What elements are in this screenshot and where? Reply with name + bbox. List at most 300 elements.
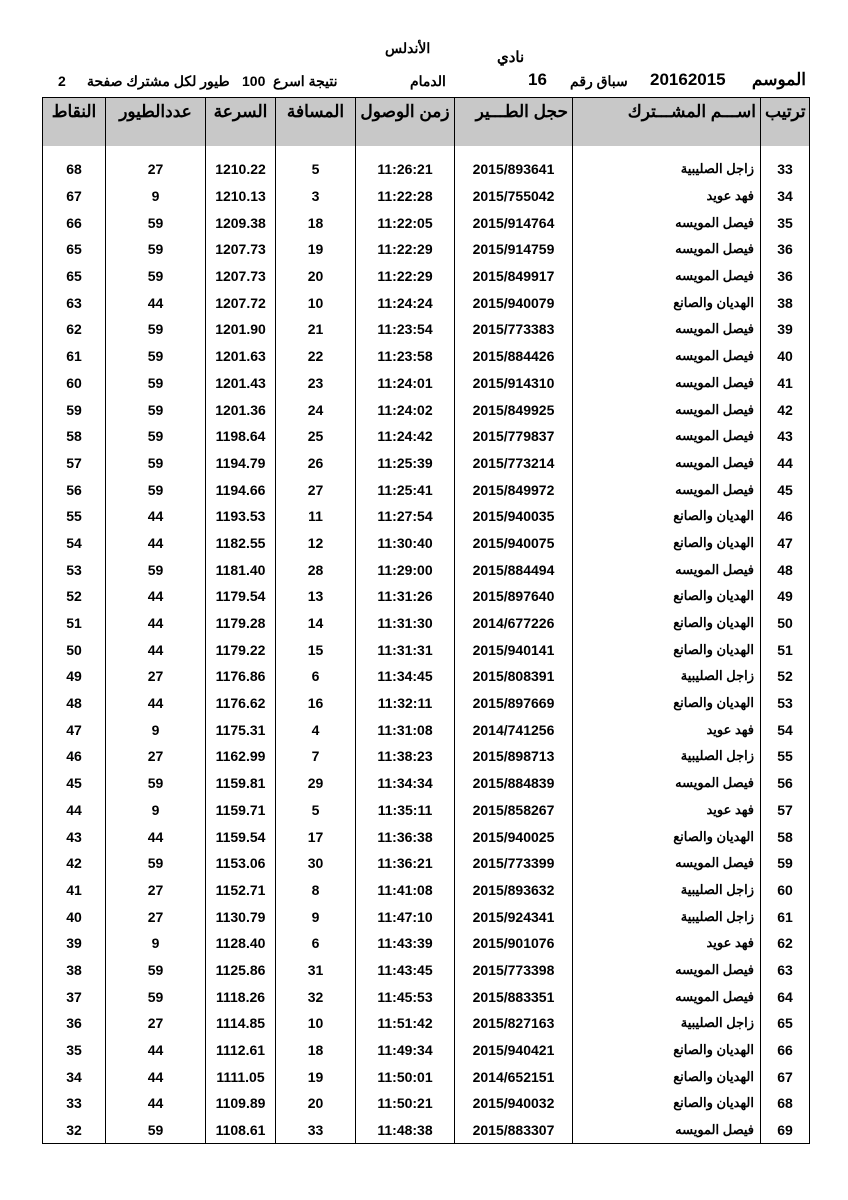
table-row xyxy=(43,236,810,263)
cell-count: 59 xyxy=(106,476,206,503)
cell-count: 59 xyxy=(106,850,206,877)
cell-rank: 69 xyxy=(761,1117,810,1144)
cell-speed: 1207.73 xyxy=(206,263,276,290)
cell-name: الهديان والصانع xyxy=(573,583,761,610)
cell-ring: 2015/849917 xyxy=(455,263,573,290)
cell-ring: 2015/773214 xyxy=(455,450,573,477)
table-row xyxy=(43,316,810,343)
cell-rank: 34 xyxy=(761,183,810,210)
cell-points: 55 xyxy=(43,503,106,530)
table-row xyxy=(43,1063,810,1090)
cell-points: 65 xyxy=(43,263,106,290)
cell-name: فهد عويد xyxy=(573,183,761,210)
cell-distance: 20 xyxy=(276,1090,356,1117)
table-row xyxy=(43,583,810,610)
cell-rank: 39 xyxy=(761,316,810,343)
cell-speed: 1209.38 xyxy=(206,209,276,236)
cell-name: فهد عويد xyxy=(573,930,761,957)
cell-points: 33 xyxy=(43,1090,106,1117)
cell-count: 59 xyxy=(106,236,206,263)
table-row xyxy=(43,183,810,210)
cell-ring: 2015/883307 xyxy=(455,1117,573,1144)
cell-distance: 32 xyxy=(276,983,356,1010)
cell-ring: 2015/849925 xyxy=(455,396,573,423)
cell-speed: 1201.36 xyxy=(206,396,276,423)
table-row xyxy=(43,983,810,1010)
cell-count: 59 xyxy=(106,396,206,423)
cell-distance: 17 xyxy=(276,823,356,850)
cell-rank: 53 xyxy=(761,690,810,717)
cell-name: زاجل الصليبية xyxy=(573,877,761,904)
cell-time: 11:34:34 xyxy=(356,770,455,797)
col-speed: السرعة xyxy=(206,98,276,147)
table-row xyxy=(43,209,810,236)
cell-ring: 2015/901076 xyxy=(455,930,573,957)
cell-count: 27 xyxy=(106,663,206,690)
cell-count: 59 xyxy=(106,263,206,290)
table-row xyxy=(43,343,810,370)
cell-speed: 1175.31 xyxy=(206,716,276,743)
cell-name: فيصل المويسه xyxy=(573,370,761,397)
cell-ring: 2015/898713 xyxy=(455,743,573,770)
cell-name: فيصل المويسه xyxy=(573,423,761,450)
table-row xyxy=(43,1117,810,1144)
club-name: الأندلس xyxy=(385,40,431,56)
cell-distance: 7 xyxy=(276,743,356,770)
cell-points: 35 xyxy=(43,1037,106,1064)
cell-rank: 59 xyxy=(761,850,810,877)
cell-speed: 1201.43 xyxy=(206,370,276,397)
cell-distance: 9 xyxy=(276,903,356,930)
table-row xyxy=(43,716,810,743)
cell-ring: 2015/940141 xyxy=(455,636,573,663)
cell-rank: 52 xyxy=(761,663,810,690)
cell-distance: 16 xyxy=(276,690,356,717)
cell-time: 11:25:39 xyxy=(356,450,455,477)
cell-speed: 1210.22 xyxy=(206,156,276,183)
cell-speed: 1201.90 xyxy=(206,316,276,343)
cell-speed: 1193.53 xyxy=(206,503,276,530)
cell-ring: 2015/849972 xyxy=(455,476,573,503)
cell-points: 38 xyxy=(43,957,106,984)
cell-points: 66 xyxy=(43,209,106,236)
cell-distance: 10 xyxy=(276,289,356,316)
cell-ring: 2015/755042 xyxy=(455,183,573,210)
cell-ring: 2015/924341 xyxy=(455,903,573,930)
cell-count: 9 xyxy=(106,930,206,957)
cell-rank: 44 xyxy=(761,450,810,477)
cell-count: 44 xyxy=(106,1090,206,1117)
cell-name: الهديان والصانع xyxy=(573,503,761,530)
cell-name: زاجل الصليبية xyxy=(573,1010,761,1037)
cell-count: 9 xyxy=(106,716,206,743)
cell-points: 67 xyxy=(43,183,106,210)
cell-speed: 1176.62 xyxy=(206,690,276,717)
cell-name: الهديان والصانع xyxy=(573,530,761,557)
cell-points: 37 xyxy=(43,983,106,1010)
cell-distance: 15 xyxy=(276,636,356,663)
cell-count: 59 xyxy=(106,770,206,797)
cell-count: 44 xyxy=(106,823,206,850)
cell-rank: 50 xyxy=(761,610,810,637)
cell-time: 11:22:29 xyxy=(356,263,455,290)
cell-points: 59 xyxy=(43,396,106,423)
table-row xyxy=(43,476,810,503)
cell-name: فيصل المويسه xyxy=(573,1117,761,1144)
cell-time: 11:30:40 xyxy=(356,530,455,557)
cell-points: 51 xyxy=(43,610,106,637)
cell-rank: 51 xyxy=(761,636,810,663)
cell-ring: 2015/914310 xyxy=(455,370,573,397)
cell-time: 11:27:54 xyxy=(356,503,455,530)
cell-time: 11:31:26 xyxy=(356,583,455,610)
result-label: نتيجة اسرع xyxy=(273,73,338,89)
cell-rank: 54 xyxy=(761,716,810,743)
cell-ring: 2015/893641 xyxy=(455,156,573,183)
cell-distance: 4 xyxy=(276,716,356,743)
cell-name: فيصل المويسه xyxy=(573,850,761,877)
cell-distance: 3 xyxy=(276,183,356,210)
cell-name: الهديان والصانع xyxy=(573,610,761,637)
cell-rank: 58 xyxy=(761,823,810,850)
cell-time: 11:31:31 xyxy=(356,636,455,663)
cell-rank: 41 xyxy=(761,370,810,397)
cell-count: 59 xyxy=(106,423,206,450)
cell-count: 27 xyxy=(106,743,206,770)
cell-count: 59 xyxy=(106,343,206,370)
cell-time: 11:35:11 xyxy=(356,797,455,824)
cell-name: فيصل المويسه xyxy=(573,957,761,984)
cell-time: 11:50:21 xyxy=(356,1090,455,1117)
cell-points: 47 xyxy=(43,716,106,743)
cell-name: فيصل المويسه xyxy=(573,450,761,477)
cell-name: فيصل المويسه xyxy=(573,396,761,423)
cell-speed: 1125.86 xyxy=(206,957,276,984)
cell-points: 39 xyxy=(43,930,106,957)
cell-count: 59 xyxy=(106,983,206,1010)
cell-time: 11:31:30 xyxy=(356,610,455,637)
cell-distance: 33 xyxy=(276,1117,356,1144)
cell-ring: 2015/884839 xyxy=(455,770,573,797)
cell-ring: 2015/914764 xyxy=(455,209,573,236)
cell-name: فيصل المويسه xyxy=(573,770,761,797)
cell-points: 60 xyxy=(43,370,106,397)
cell-speed: 1109.89 xyxy=(206,1090,276,1117)
cell-count: 44 xyxy=(106,610,206,637)
cell-ring: 2015/827163 xyxy=(455,1010,573,1037)
cell-speed: 1118.26 xyxy=(206,983,276,1010)
cell-rank: 60 xyxy=(761,877,810,904)
col-count: عددالطيور xyxy=(106,98,206,147)
cell-time: 11:26:21 xyxy=(356,156,455,183)
club-label: نادي xyxy=(497,49,525,66)
table-header-row xyxy=(43,98,810,147)
cell-distance: 6 xyxy=(276,930,356,957)
table-row xyxy=(43,850,810,877)
season-label: الموسم xyxy=(751,70,806,89)
cell-name: فيصل المويسه xyxy=(573,236,761,263)
col-distance: المسافة xyxy=(276,98,356,147)
table-row xyxy=(43,450,810,477)
cell-name: الهديان والصانع xyxy=(573,690,761,717)
cell-ring: 2015/940079 xyxy=(455,289,573,316)
cell-distance: 13 xyxy=(276,583,356,610)
cell-points: 32 xyxy=(43,1117,106,1144)
cell-time: 11:50:01 xyxy=(356,1063,455,1090)
cell-speed: 1108.61 xyxy=(206,1117,276,1144)
table-row xyxy=(43,530,810,557)
cell-distance: 19 xyxy=(276,236,356,263)
cell-ring: 2015/940421 xyxy=(455,1037,573,1064)
cell-count: 27 xyxy=(106,1010,206,1037)
cell-time: 11:43:45 xyxy=(356,957,455,984)
cell-time: 11:25:41 xyxy=(356,476,455,503)
cell-time: 11:34:45 xyxy=(356,663,455,690)
cell-time: 11:48:38 xyxy=(356,1117,455,1144)
table-row xyxy=(43,663,810,690)
cell-ring: 2015/893632 xyxy=(455,877,573,904)
cell-speed: 1128.40 xyxy=(206,930,276,957)
cell-rank: 35 xyxy=(761,209,810,236)
cell-time: 11:24:01 xyxy=(356,370,455,397)
table-row xyxy=(43,1090,810,1117)
cell-rank: 43 xyxy=(761,423,810,450)
cell-count: 27 xyxy=(106,877,206,904)
cell-ring: 2015/897669 xyxy=(455,690,573,717)
cell-name: فهد عويد xyxy=(573,716,761,743)
table-row xyxy=(43,903,810,930)
cell-points: 36 xyxy=(43,1010,106,1037)
cell-count: 27 xyxy=(106,156,206,183)
cell-count: 44 xyxy=(106,530,206,557)
cell-ring: 2015/883351 xyxy=(455,983,573,1010)
table-row xyxy=(43,289,810,316)
cell-points: 68 xyxy=(43,156,106,183)
cell-count: 9 xyxy=(106,183,206,210)
cell-points: 63 xyxy=(43,289,106,316)
cell-time: 11:23:54 xyxy=(356,316,455,343)
cell-rank: 57 xyxy=(761,797,810,824)
cell-ring: 2015/940025 xyxy=(455,823,573,850)
cell-ring: 2015/773383 xyxy=(455,316,573,343)
cell-time: 11:31:08 xyxy=(356,716,455,743)
cell-ring: 2015/779837 xyxy=(455,423,573,450)
results-table xyxy=(42,97,810,1144)
cell-rank: 36 xyxy=(761,236,810,263)
table-row xyxy=(43,556,810,583)
cell-count: 44 xyxy=(106,289,206,316)
cell-rank: 40 xyxy=(761,343,810,370)
cell-speed: 1181.40 xyxy=(206,556,276,583)
cell-rank: 46 xyxy=(761,503,810,530)
cell-speed: 1152.71 xyxy=(206,877,276,904)
cell-speed: 1182.55 xyxy=(206,530,276,557)
cell-time: 11:22:29 xyxy=(356,236,455,263)
cell-distance: 8 xyxy=(276,877,356,904)
table-row xyxy=(43,610,810,637)
cell-distance: 12 xyxy=(276,530,356,557)
cell-rank: 62 xyxy=(761,930,810,957)
cell-points: 53 xyxy=(43,556,106,583)
cell-rank: 68 xyxy=(761,1090,810,1117)
cell-distance: 24 xyxy=(276,396,356,423)
cell-count: 44 xyxy=(106,636,206,663)
cell-name: الهديان والصانع xyxy=(573,1063,761,1090)
cell-count: 59 xyxy=(106,957,206,984)
table-row xyxy=(43,636,810,663)
cell-distance: 5 xyxy=(276,156,356,183)
birds-count: 100 xyxy=(242,73,266,89)
cell-rank: 64 xyxy=(761,983,810,1010)
cell-name: فيصل المويسه xyxy=(573,316,761,343)
race-label: سباق رقم xyxy=(570,73,628,89)
cell-name: فيصل المويسه xyxy=(573,556,761,583)
cell-time: 11:32:11 xyxy=(356,690,455,717)
cell-distance: 25 xyxy=(276,423,356,450)
cell-speed: 1159.54 xyxy=(206,823,276,850)
cell-name: الهديان والصانع xyxy=(573,823,761,850)
table-row xyxy=(43,263,810,290)
cell-count: 59 xyxy=(106,370,206,397)
cell-name: فيصل المويسه xyxy=(573,263,761,290)
table-row xyxy=(43,877,810,904)
cell-distance: 30 xyxy=(276,850,356,877)
cell-rank: 67 xyxy=(761,1063,810,1090)
cell-speed: 1159.81 xyxy=(206,770,276,797)
cell-distance: 18 xyxy=(276,1037,356,1064)
city: الدمام xyxy=(410,73,446,89)
table-row xyxy=(43,503,810,530)
cell-speed: 1207.72 xyxy=(206,289,276,316)
cell-count: 59 xyxy=(106,450,206,477)
cell-rank: 65 xyxy=(761,1010,810,1037)
cell-time: 11:49:34 xyxy=(356,1037,455,1064)
cell-time: 11:45:53 xyxy=(356,983,455,1010)
cell-points: 62 xyxy=(43,316,106,343)
table-row xyxy=(43,930,810,957)
cell-ring: 2015/884426 xyxy=(455,343,573,370)
cell-count: 59 xyxy=(106,209,206,236)
cell-rank: 45 xyxy=(761,476,810,503)
cell-rank: 42 xyxy=(761,396,810,423)
cell-ring: 2015/940035 xyxy=(455,503,573,530)
cell-count: 44 xyxy=(106,583,206,610)
cell-time: 11:24:02 xyxy=(356,396,455,423)
cell-ring: 2015/858267 xyxy=(455,797,573,824)
cell-count: 9 xyxy=(106,797,206,824)
cell-distance: 28 xyxy=(276,556,356,583)
table-row xyxy=(43,770,810,797)
cell-count: 44 xyxy=(106,1037,206,1064)
cell-speed: 1194.79 xyxy=(206,450,276,477)
cell-speed: 1153.06 xyxy=(206,850,276,877)
cell-points: 65 xyxy=(43,236,106,263)
cell-time: 11:23:58 xyxy=(356,343,455,370)
cell-rank: 38 xyxy=(761,289,810,316)
cell-distance: 10 xyxy=(276,1010,356,1037)
cell-name: زاجل الصليبية xyxy=(573,663,761,690)
cell-speed: 1162.99 xyxy=(206,743,276,770)
cell-name: فهد عويد xyxy=(573,797,761,824)
cell-name: زاجل الصليبية xyxy=(573,903,761,930)
cell-points: 48 xyxy=(43,690,106,717)
cell-points: 43 xyxy=(43,823,106,850)
table-row xyxy=(43,156,810,183)
cell-speed: 1198.64 xyxy=(206,423,276,450)
cell-distance: 6 xyxy=(276,663,356,690)
cell-speed: 1159.71 xyxy=(206,797,276,824)
cell-speed: 1111.05 xyxy=(206,1063,276,1090)
table-row xyxy=(43,957,810,984)
cell-points: 50 xyxy=(43,636,106,663)
cell-speed: 1201.63 xyxy=(206,343,276,370)
cell-distance: 19 xyxy=(276,1063,356,1090)
cell-rank: 47 xyxy=(761,530,810,557)
cell-distance: 18 xyxy=(276,209,356,236)
cell-name: زاجل الصليبية xyxy=(573,743,761,770)
cell-ring: 2015/884494 xyxy=(455,556,573,583)
cell-count: 59 xyxy=(106,556,206,583)
cell-ring: 2015/808391 xyxy=(455,663,573,690)
cell-points: 56 xyxy=(43,476,106,503)
cell-count: 27 xyxy=(106,903,206,930)
cell-distance: 22 xyxy=(276,343,356,370)
cell-rank: 56 xyxy=(761,770,810,797)
cell-speed: 1194.66 xyxy=(206,476,276,503)
table-row xyxy=(43,370,810,397)
table-row xyxy=(43,797,810,824)
cell-distance: 11 xyxy=(276,503,356,530)
cell-count: 59 xyxy=(106,1117,206,1144)
cell-speed: 1210.13 xyxy=(206,183,276,210)
cell-points: 46 xyxy=(43,743,106,770)
cell-rank: 55 xyxy=(761,743,810,770)
table-row xyxy=(43,743,810,770)
cell-rank: 49 xyxy=(761,583,810,610)
cell-rank: 36 xyxy=(761,263,810,290)
cell-points: 34 xyxy=(43,1063,106,1090)
cell-speed: 1207.73 xyxy=(206,236,276,263)
cell-name: زاجل الصليبية xyxy=(573,156,761,183)
cell-ring: 2014/741256 xyxy=(455,716,573,743)
cell-distance: 23 xyxy=(276,370,356,397)
cell-time: 11:41:08 xyxy=(356,877,455,904)
cell-count: 44 xyxy=(106,690,206,717)
page-number: 2 xyxy=(58,73,66,89)
table-row xyxy=(43,823,810,850)
cell-time: 11:47:10 xyxy=(356,903,455,930)
cell-distance: 5 xyxy=(276,797,356,824)
cell-time: 11:51:42 xyxy=(356,1010,455,1037)
cell-name: الهديان والصانع xyxy=(573,289,761,316)
cell-distance: 14 xyxy=(276,610,356,637)
cell-time: 11:24:24 xyxy=(356,289,455,316)
cell-count: 44 xyxy=(106,1063,206,1090)
cell-count: 59 xyxy=(106,316,206,343)
cell-points: 42 xyxy=(43,850,106,877)
cell-rank: 61 xyxy=(761,903,810,930)
cell-time: 11:36:38 xyxy=(356,823,455,850)
cell-time: 11:36:21 xyxy=(356,850,455,877)
cell-distance: 27 xyxy=(276,476,356,503)
table-row xyxy=(43,690,810,717)
cell-points: 61 xyxy=(43,343,106,370)
table-row xyxy=(43,1010,810,1037)
cell-ring: 2015/773398 xyxy=(455,957,573,984)
cell-distance: 29 xyxy=(276,770,356,797)
col-time: زمن الوصول xyxy=(356,98,455,147)
cell-time: 11:29:00 xyxy=(356,556,455,583)
